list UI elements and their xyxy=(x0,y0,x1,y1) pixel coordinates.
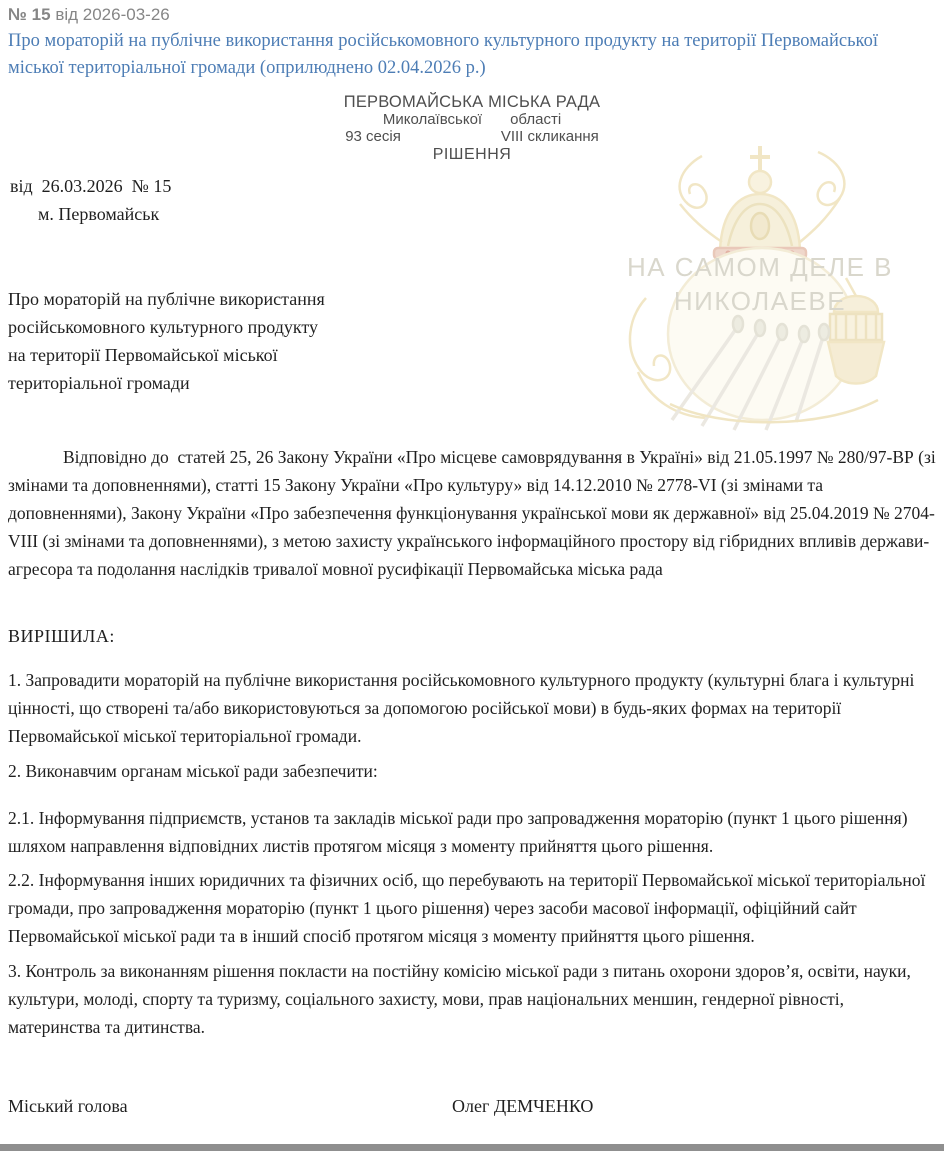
decision-item-3: 3. Контроль за виконанням рішення покласти на постійну комісію міської ради з питань охорони здоров’я, освіти, науки, культури, молоді, спорту та туризму, соціального захисту, мови, прав національних меншин, гендерної рівності, материнства та дитинства. xyxy=(8,961,916,1037)
resolved-label: ВИРІШИЛА: xyxy=(8,626,115,646)
signer-name: Олег ДЕМЧЕНКО xyxy=(452,1096,594,1116)
decision-item-1: 1. Запровадити мораторій на публічне використання російськомовного культурного продукту (культурні блага і культурні цінності, що створені та/або використовуються за допомогою російської мови) в будь-яких формах на території Первомайської міської територіальної громади. xyxy=(8,670,919,746)
subject-line: на території Первомайської міської xyxy=(8,345,278,365)
bottom-divider xyxy=(0,1144,944,1151)
decision-item-2-2: 2.2. Інформування інших юридичних та фізичних осіб, що перебувають на території Первомайської міської територіальної громади, про запровадження мораторію (пункт 1 цього рішення) через засоби масової інформації, офіційний сайт Первомайської міської ради та в інший спосіб протягом місяця з моменту прийняття цього рішення. xyxy=(8,870,930,946)
watermark-text-line1: НА САМОМ ДЕЛЕ В xyxy=(626,252,894,282)
document-title-link[interactable]: Про мораторій на публічне використання російськомовного культурного продукту на території Первомайської міської територіальної громади (оприлюднено 02.04.2026 р.) xyxy=(8,31,878,78)
document-type: РІШЕННЯ xyxy=(432,146,512,163)
document-date: від 2026-03-26 xyxy=(50,5,170,24)
region-line xyxy=(0,111,944,128)
date-number-line: від 26.03.2026 № 15 xyxy=(10,176,172,196)
subject-line: Про мораторій на публічне використання xyxy=(8,289,325,309)
council-name: ПЕРВОМАЙСЬКА МІСЬКА РАДА xyxy=(343,93,601,111)
subject-block xyxy=(8,285,325,397)
document-number: № 15 xyxy=(8,5,51,24)
document-meta-line xyxy=(8,5,170,25)
signer-position: Міський голова xyxy=(8,1096,128,1116)
decision-item-2: 2. Виконавчим органам міської ради забезпечити: xyxy=(8,761,378,781)
letterhead xyxy=(0,93,944,164)
subject-line: територіальної громади xyxy=(8,373,190,393)
convocation: VIII скликання xyxy=(500,128,599,145)
region-word1: Миколаївської xyxy=(382,111,483,128)
watermark xyxy=(610,138,944,438)
preamble-paragraph: Відповідно до статей 25, 26 Закону України «Про місцеве самоврядування в Україні» від 21.05.1997 № 280/97-ВР (зі змінами та доповненнями), статті 15 Закону України «Про культуру» від 14.12.2010 № 2778-VI (зі змінами та доповненнями), Закону України «Про забезпечення функціонування української мови як державної» від 25.04.2019 № 2704-VIII (зі змінами та доповненнями), з метою захисту українського інформаційного простору від гібридних впливів держави-агресора та подолання наслідків тривалої мовної русифікації Первомайська міська рада xyxy=(8,447,941,579)
region-word2: області xyxy=(510,111,562,128)
subject-line: російськомовного культурного продукту xyxy=(8,317,319,337)
city-line: м. Первомайськ xyxy=(38,204,160,224)
decision-item-2-1: 2.1. Інформування підприємств, установ та закладів міської ради про запровадження мораторію (пункт 1 цього рішення) шляхом направлення відповідних листів протягом місяця з моменту прийняття цього рішення. xyxy=(8,808,912,856)
watermark-text xyxy=(610,250,910,318)
session-line xyxy=(0,128,944,145)
session-number: 93 сесія xyxy=(345,128,401,145)
watermark-text-line2: НИКОЛАЕВЕ xyxy=(673,286,847,316)
signature-row xyxy=(8,1096,936,1117)
